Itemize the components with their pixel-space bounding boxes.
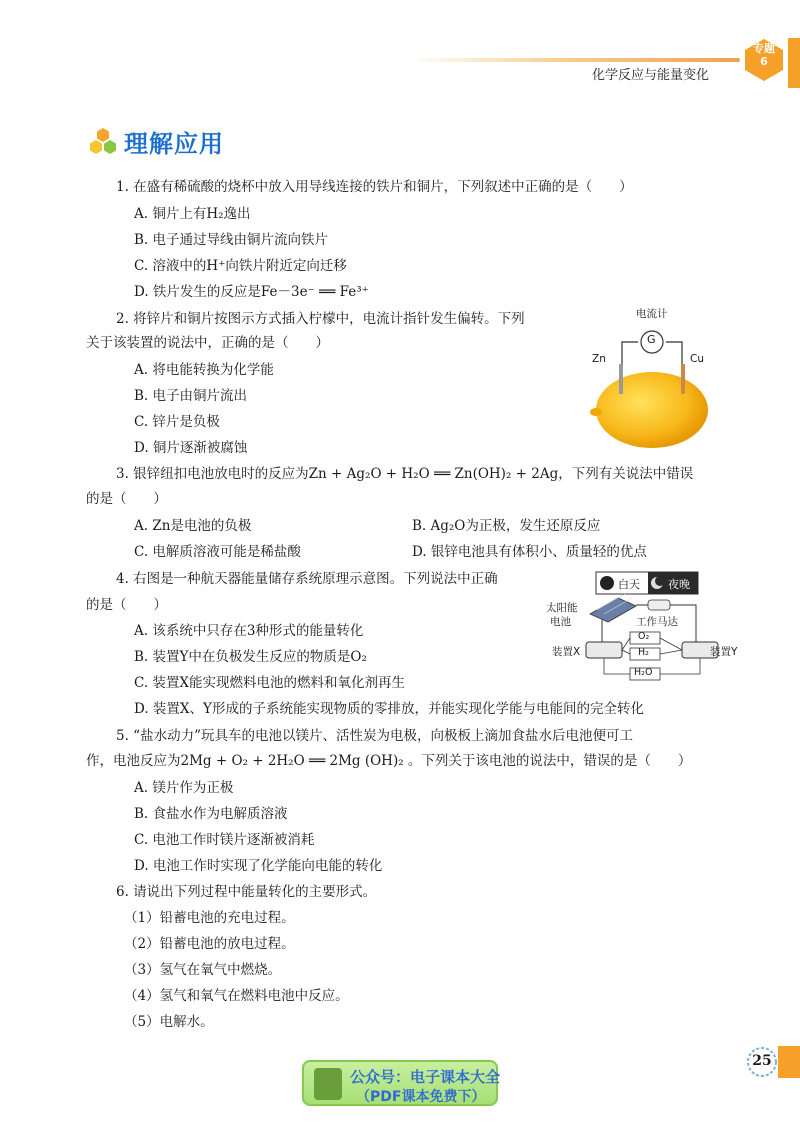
ammeter-symbol: G: [647, 333, 656, 346]
q4-stem-line2: 的是（ ）: [86, 597, 167, 613]
q4-option-a: A. 该系统中只存在3种形式的能量转化: [134, 623, 364, 639]
badge-number: 6: [760, 55, 768, 68]
q4-option-d: D. 装置X、Y形成的子系统能实现物质的零排放，并能实现化学能与电能间的完全转化: [134, 701, 644, 717]
q4-option-b: B. 装置Y中在负极发生反应的物质是O₂: [134, 649, 367, 665]
watermark-line-2: （PDF课本免费下）: [356, 1089, 486, 1105]
q5-option-d: D. 电池工作时实现了化学能向电能的转化: [134, 858, 383, 874]
device-x-label: 装置X: [552, 646, 581, 658]
q6-item-2: （2）铅蓄电池的放电过程。: [124, 936, 295, 952]
q6-stem: 6. 请说出下列过程中能量转化的主要形式。: [116, 884, 377, 900]
chapter-badge: [742, 42, 786, 68]
q5-option-c: C. 电池工作时镁片逐渐被消耗: [134, 832, 315, 848]
q6-item-3: （3）氢气在氧气中燃烧。: [124, 962, 282, 978]
book-icon: [314, 1068, 342, 1100]
q6-item-1: （1）铅蓄电池的充电过程。: [124, 910, 295, 926]
day-label: 白天: [618, 578, 640, 591]
badge-label: 专题: [753, 42, 775, 55]
q5-option-b: B. 食盐水作为电解质溶液: [134, 806, 288, 822]
q5-stem-line1: 5. “盐水动力”玩具车的电池以镁片、活性炭为电极，向极板上滴加食盐水后电池便可工: [116, 728, 633, 744]
q6-item-5: （5）电解水。: [124, 1014, 214, 1030]
copper-electrode-label: Cu: [690, 353, 704, 365]
hydrogen-label: H₂: [638, 647, 649, 658]
zinc-electrode-label: Zn: [592, 353, 606, 365]
q2-option-d: D. 铜片逐渐被腐蚀: [134, 440, 248, 456]
night-label: 夜晚: [668, 578, 690, 591]
solar-cell-label-1: 太阳能: [546, 602, 578, 614]
ammeter-label: 电流计: [636, 308, 668, 320]
lemon-battery-icon: [588, 306, 718, 456]
oxygen-label: O₂: [638, 631, 650, 642]
hexagon-cluster-icon: [88, 127, 118, 157]
page-edge-tab: [778, 1046, 800, 1078]
lemon-battery-figure: [588, 306, 718, 456]
q3-option-c: C. 电解质溶液可能是稀盐酸: [134, 544, 301, 560]
section-heading: [88, 124, 224, 159]
water-label: H₂O: [634, 667, 653, 678]
q2-stem-line1: 2. 将锌片和铜片按图示方式插入柠檬中，电流计指针发生偏转。下列: [116, 311, 525, 327]
watermark-line-1: 公众号：电子课本大全: [350, 1068, 501, 1086]
motor-label: 工作马达: [636, 616, 678, 628]
q1-option-a: A. 铜片上有H₂逸出: [134, 206, 251, 222]
device-y-label: 装置Y: [710, 646, 738, 658]
chapter-subtitle: 化学反应与能量变化: [592, 68, 710, 83]
q3-option-d: D. 银锌电池具有体积小、质量轻的优点: [412, 544, 647, 560]
q1-option-b: B. 电子通过导线由铜片流向铁片: [134, 232, 329, 248]
q4-stem-line1: 4. 右图是一种航天器能量储存系统原理示意图。下列说法中正确: [116, 571, 498, 587]
q3-stem-line2: 的是（ ）: [86, 491, 167, 507]
q6-item-4: （4）氢气和氧气在燃料电池中反应。: [124, 988, 349, 1004]
energy-system-figure: [544, 570, 748, 692]
q1-stem: 1. 在盛有稀硫酸的烧杯中放入用导线连接的铁片和铜片，下列叙述中正确的是（ ）: [116, 179, 633, 195]
section-title: 理解应用: [124, 130, 224, 158]
header-rule: [410, 58, 740, 62]
edge-tab: [788, 38, 800, 88]
page-number: 25: [752, 1053, 772, 1069]
q5-stem-line2: 作，电池反应为2Mg + O₂ + 2H₂O ══ 2Mg (OH)₂ 。下列关于该电池的说法中，错误的是（ ）: [86, 753, 692, 769]
watermark-banner: [302, 1060, 501, 1106]
q3-option-a: A. Zn是电池的负极: [134, 518, 252, 534]
q2-option-c: C. 锌片是负极: [134, 414, 220, 430]
q1-option-c: C. 溶液中的H⁺向铁片附近定向迁移: [134, 258, 347, 274]
q1-option-d: D. 铁片发生的反应是Fe－3e⁻ ══ Fe³⁺: [134, 284, 369, 300]
q2-stem-line2: 关于该装置的说法中，正确的是（ ）: [86, 335, 329, 351]
q2-option-b: B. 电子由铜片流出: [134, 388, 248, 404]
solar-cell-label-2: 电池: [550, 616, 571, 628]
q3-stem-line1: 3. 银锌纽扣电池放电时的反应为Zn + Ag₂O + H₂O ══ Zn(OH)₂ + 2Ag，下列有关说法中错误: [116, 466, 694, 482]
q5-option-a: A. 镁片作为正极: [134, 780, 234, 796]
q4-option-c: C. 装置X能实现燃料电池的燃料和氧化剂再生: [134, 675, 406, 691]
q3-option-b: B. Ag₂O为正极，发生还原反应: [412, 518, 601, 534]
q2-option-a: A. 将电能转换为化学能: [134, 362, 274, 378]
